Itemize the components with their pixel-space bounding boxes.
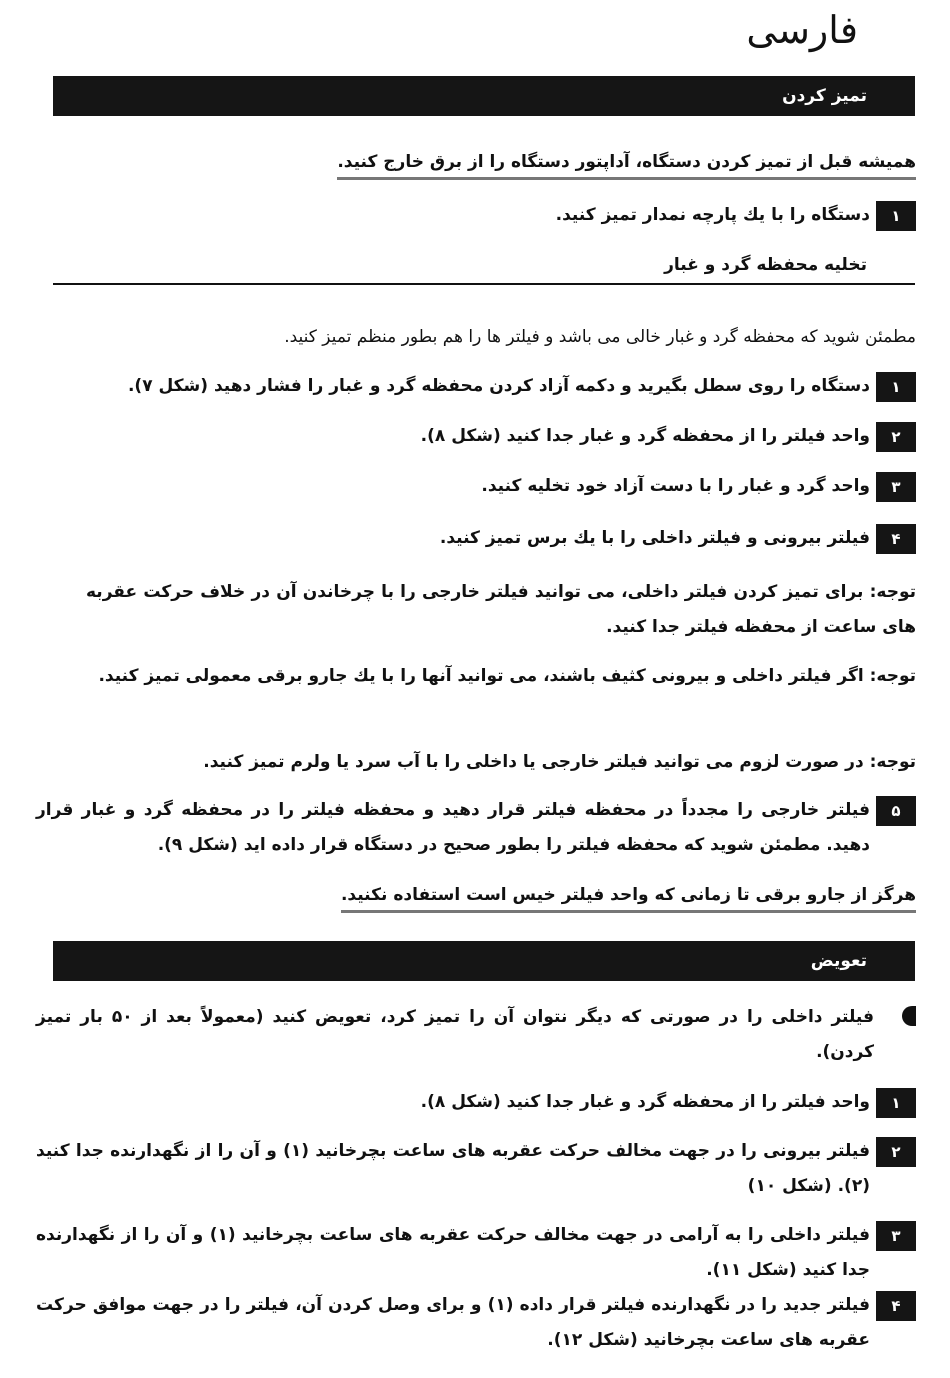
empty-step-5 bbox=[36, 793, 916, 863]
step-number: ۴ bbox=[876, 524, 916, 554]
step-text: فیلتر بیرونی و فیلتر داخلی را با یك برس تمیز كنید. bbox=[439, 528, 870, 548]
replace-step-2 bbox=[36, 1134, 916, 1204]
step-text: واحد گرد و غبار را با دست آزاد خود تخلیه کنید. bbox=[481, 476, 870, 496]
step-text: فیلتر داخلی را به آرامی در جهت مخالف حرکت عقربه های ساعت بچرخانید (۱) و آن را از نگهدارنده جدا کنید (شکل ۱۱). bbox=[36, 1225, 870, 1280]
step-number: ۳ bbox=[876, 472, 916, 502]
empty-intro: مطمئن شوید که محفظه گرد و غبار خالی می باشد و فیلتر ها را هم بطور منظم تمیز کنید. bbox=[284, 327, 916, 347]
step-text: فیلتر بیرونی را در جهت مخالف حرکت عقربه های ساعت بچرخانید (۱) و آن را از نگهدارنده جدا کنید (۲). (شکل ۱۰) bbox=[36, 1141, 870, 1196]
step-number: ۲ bbox=[876, 1137, 916, 1167]
section-header-replace: تعویض bbox=[53, 941, 915, 981]
step-number: ۲ bbox=[876, 422, 916, 452]
step-text: واحد فیلتر را از محفظه گرد و غبار جدا کنید (شکل ۸). bbox=[420, 426, 870, 446]
step-number: ۱ bbox=[876, 372, 916, 402]
step-number: ۱ bbox=[876, 201, 916, 231]
step-number: ۱ bbox=[876, 1088, 916, 1118]
replace-step-4 bbox=[36, 1288, 916, 1358]
step-text: واحد فیلتر را از محفظه گرد و غبار جدا کنید (شکل ۸). bbox=[420, 1092, 870, 1112]
step-text: فیلتر جدید را در نگهدارنده فیلتر قرار داده (۱) و برای وصل کردن آن، فیلتر را در جهت موافق حرکت عقربه های ساعت بچرخانید (شکل ۱۲). bbox=[36, 1295, 870, 1350]
empty-warning: هرگز از جارو برقی تا زمانی که واحد فیلتر خیس است استفاده نکنید. bbox=[341, 885, 916, 913]
step-number: ۴ bbox=[876, 1291, 916, 1321]
replace-step-1 bbox=[36, 1085, 916, 1120]
language-title: فارسی bbox=[746, 8, 858, 52]
note-1: توجه: برای تمیز کردن فیلتر داخلی، می توانید فیلتر خارجی را با چرخاندن آن در خلاف حرکت عقربه های ساعت از محفظه فیلتر جدا کنید. bbox=[86, 582, 916, 637]
bullet-icon bbox=[902, 1006, 916, 1026]
section-header-cleaning: تمیز کردن bbox=[53, 76, 915, 116]
empty-step-3 bbox=[36, 469, 916, 504]
cleaning-warning: همیشه قبل از تمیز کردن دستگاه، آداپتور دستگاه را از برق خارج کنید. bbox=[337, 152, 916, 180]
empty-step-2 bbox=[36, 419, 916, 454]
replace-bullet bbox=[36, 1000, 916, 1070]
replace-step-3 bbox=[36, 1218, 916, 1288]
note-2: توجه: اگر فیلتر داخلی و بیرونی کثیف باشند، می توانید آنها را با یك جارو برقی معمولی تمیز کنید. bbox=[98, 666, 916, 686]
step-number: ۳ bbox=[876, 1221, 916, 1251]
step-text: دستگاه را روی سطل بگیرید و دکمه آزاد کردن محفظه گرد و غبار را فشار دهید (شکل ۷). bbox=[127, 376, 870, 396]
step-text: فیلتر خارجی را مجدداً در محفظه فیلتر قرار دهید و محفظه فیلتر را در محفظه گرد و غبار قرار دهید. مطمئن شوید که محفظه فیلتر را بطور صحیح در دستگاه قرار داده اید (شکل ۹). bbox=[36, 800, 870, 855]
bullet-text: فیلتر داخلی را در صورتی که دیگر نتوان آن را تمیز کرد، تعویض کنید (معمولاً بعد از ۵۰ بار تمیز کردن). bbox=[36, 1007, 875, 1062]
empty-step-4 bbox=[36, 521, 916, 556]
subheading-empty-dust: تخلیه محفظه گرد و غبار bbox=[53, 255, 915, 285]
note-3: توجه: در صورت لزوم می توانید فیلتر خارجی یا داخلی را با آب سرد یا ولرم تمیز کنید. bbox=[203, 752, 916, 772]
step-number: ۵ bbox=[876, 796, 916, 826]
empty-step-1 bbox=[36, 369, 916, 404]
cleaning-step-1 bbox=[36, 198, 916, 233]
step-text: دستگاه را با یك پارچه نمدار تمیز كنید. bbox=[555, 205, 870, 225]
